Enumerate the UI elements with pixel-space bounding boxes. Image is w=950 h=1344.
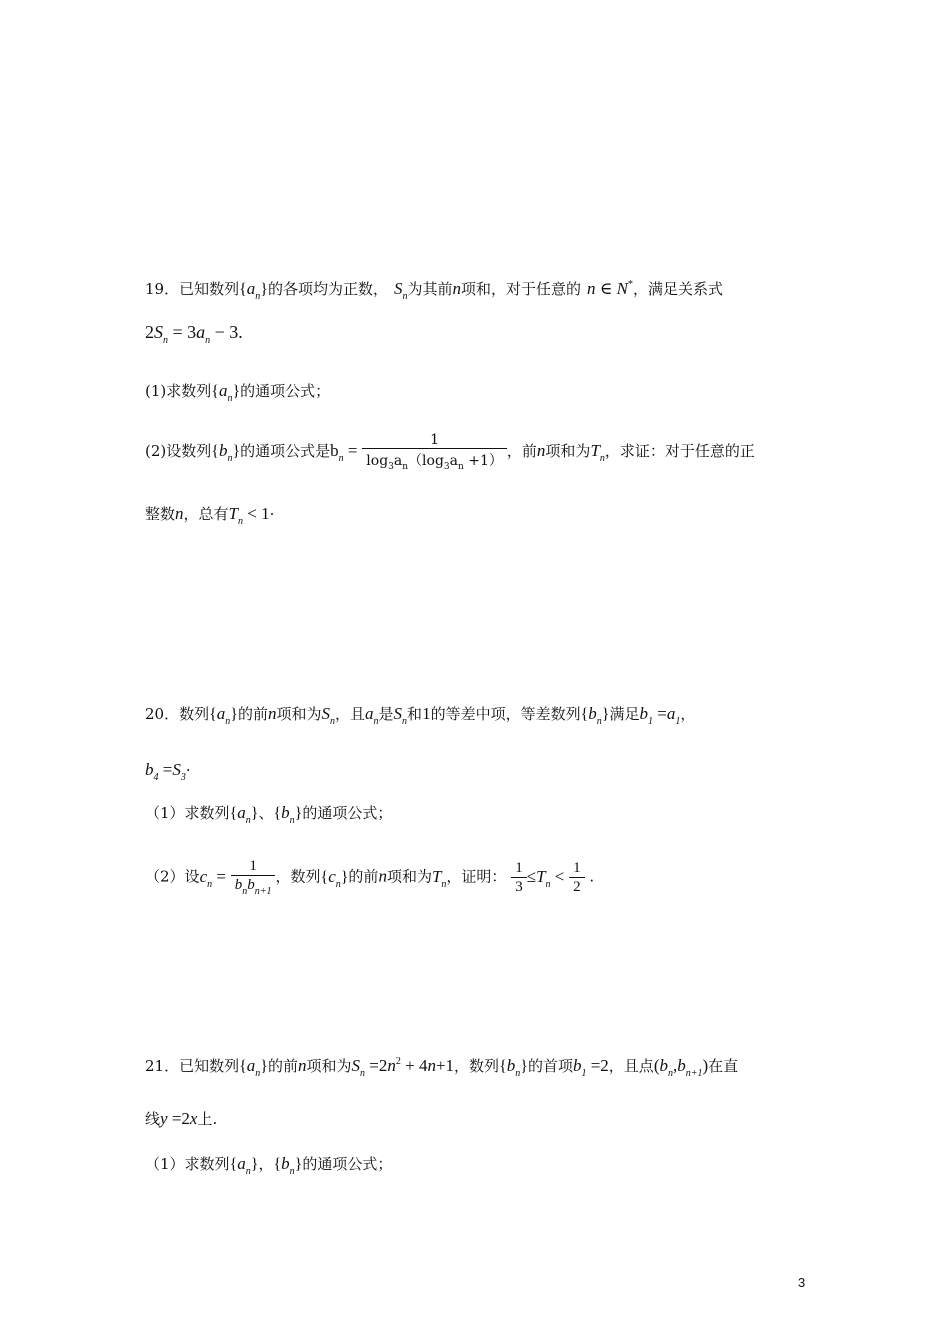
fraction-one-half: $\frac{1}{2}$ [569,860,585,896]
problem-21-line-1: 21．已知数列$\{a_n\}$的前n项和为$S_n =2n^2 + 4n+1$，数列$\{b_n\}$的首项$b_1 =2$，且点$(b_n,b_{n+1})$在直 [145,1056,739,1079]
problem-19-relation: $2S_n = 3a_n - 3$. [145,322,243,346]
problem-20-number: 20． [145,705,180,723]
fraction-bn: $\frac{1}{\log_3a_n(\log_3a_n +1)}$ [362,432,507,472]
problem-20-part-2: （2）设$c_n$ = $\frac{1}{b_nb_{n+1}}$ ，数列$\{c_n\}$的前n项和为$T_n$，证明： $\frac{1}{3}$ $\le T_n$ < $\frac{1}{2}$ . [145,858,595,897]
problem-21-part-1: （1）求数列$\{a_n\}$，$\{b_n\}$的通项公式； [145,1154,393,1177]
page-number: 3 [798,1275,806,1290]
problem-19-part-1: (1)求数列$\{a_n\}$的通项公式； [145,381,331,404]
problem-21-number: 21． [145,1057,180,1075]
problem-20-line-1: 20．数列$\{a_n\}$的前n项和为$S_n$，且$a_n$是$S_n$和1的等差中项，等差数列$\{b_n\}$满足$b_1 =a_1$， [145,704,696,727]
problem-20-part-1: （1）求数列$\{a_n\}$、$\{b_n\}$的通项公式； [145,803,393,826]
problem-19-part-2-cont: 整数n，总有$T_n < 1\cdot$ [145,504,275,527]
problem-20-line-2: $b_4 =S_3\cdot$ [145,760,191,783]
fraction-one-third: $\frac{1}{3}$ [511,860,527,896]
problem-19-line-1: 19．已知数列$\{a_n\}$的各项均为正数， $S_n$为其前n项和，对于任意的 n ∈ N*，满足关系式 [145,279,723,302]
fraction-cn: $\frac{1}{b_nb_{n+1}}$ [231,858,276,897]
seq-a-n: $\{a_n\}$ [239,279,268,302]
problem-19-part-2: (2)设数列$\{b_n\}$的通项公式是$b_n$ = $\frac{1}{\log_3a_n(\log_3a_n +1)}$ ，前n项和为$T_n$，求证：对于任意的正 [145,432,755,472]
problem-21-line-2: 线y =2x上. [145,1109,218,1128]
problem-19-number: 19． [145,280,180,298]
